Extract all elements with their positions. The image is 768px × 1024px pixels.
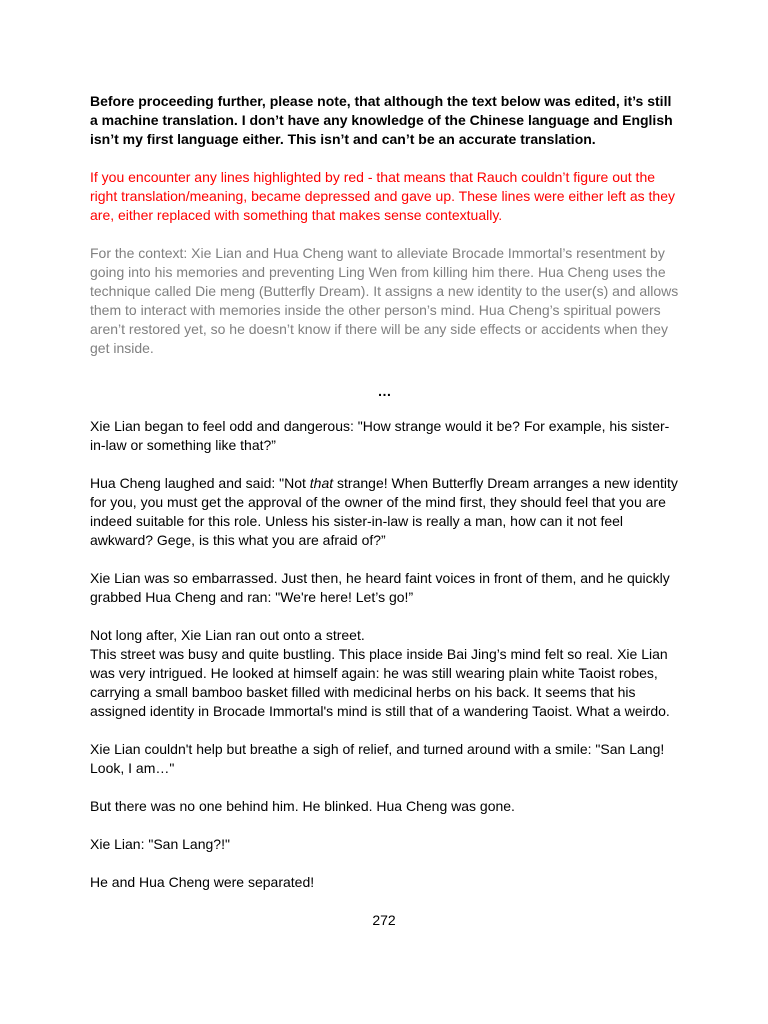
context-note: For the context: Xie Lian and Hua Cheng want to alleviate Brocade Immortal’s resentment by going into his memories and preventing Ling Wen from killing him there. Hua Cheng uses the technique called Die meng (Butterfly Dream). It assigns a new identity to the user(s) and allows them to interact with memories inside the other person’s mind. Hua Cheng’s spiritual powers aren’t restored yet, so he doesn’t know if there will be any side effects or accidents when they get inside. <box>90 245 679 356</box>
story-paragraph-9: He and Hua Cheng were separated! <box>90 874 315 890</box>
story-paragraph-6: Xie Lian couldn't help but breathe a sigh of relief, and turned around with a smile: "San Lang! Look, I am…" <box>90 741 665 776</box>
document-page <box>90 92 680 892</box>
story-paragraph-3: Xie Lian was so embarrassed. Just then, he heard faint voices in front of them, and he quickly grabbed Hua Cheng and ran: "We're here! Let’s go!” <box>90 570 670 605</box>
story-paragraph-7: But there was no one behind him. He blinked. Hua Cheng was gone. <box>90 798 515 814</box>
story-paragraph-5: This street was busy and quite bustling. This place inside Bai Jing’s mind felt so real. Xie Lian was very intrigued. He looked at himself again: he was still wearing plain white Taoist robes, carrying a small bamboo basket filled with medicinal herbs on his back. It seems that his assigned identity in Brocade Immortal's mind is still that of a wandering Taoist. What a weirdo. <box>90 646 670 719</box>
story-paragraph-8: Xie Lian: "San Lang?!" <box>90 836 230 852</box>
translation-disclaimer: Before proceeding further, please note, that although the text below was edited, it’s still a machine translation. I don’t have any knowledge of the Chinese language and English isn’t my first language either. This isn’t and can’t be an accurate translation. <box>90 93 673 147</box>
story-paragraph-1: Xie Lian began to feel odd and dangerous: "How strange would it be? For example, his sister-in-law or something like that?” <box>90 418 670 453</box>
section-separator: … <box>377 383 393 399</box>
red-lines-note: If you encounter any lines highlighted by red - that means that Rauch couldn’t figure out the right translation/meaning, became depressed and gave up. These lines were either left as they are, either replaced with something that makes sense contextually. <box>90 169 675 223</box>
story-paragraph-2-end: strange! When Butterfly Dream arranges a new identity for you, you must get the approval of the owner of the mind first, they should feel that you are indeed suitable for this role. Unless his sister-in-law is really a man, how can it not feel awkward? Gege, is this what you are afraid of?” <box>90 475 678 548</box>
story-paragraph-4: Not long after, Xie Lian ran out onto a street. <box>90 627 365 643</box>
story-paragraph-2 <box>90 474 680 550</box>
story-paragraph-2-emphasis: that <box>309 475 334 491</box>
page-number: 272 <box>372 912 396 928</box>
story-paragraph-2-start: Hua Cheng laughed and said: "Not <box>90 475 310 491</box>
